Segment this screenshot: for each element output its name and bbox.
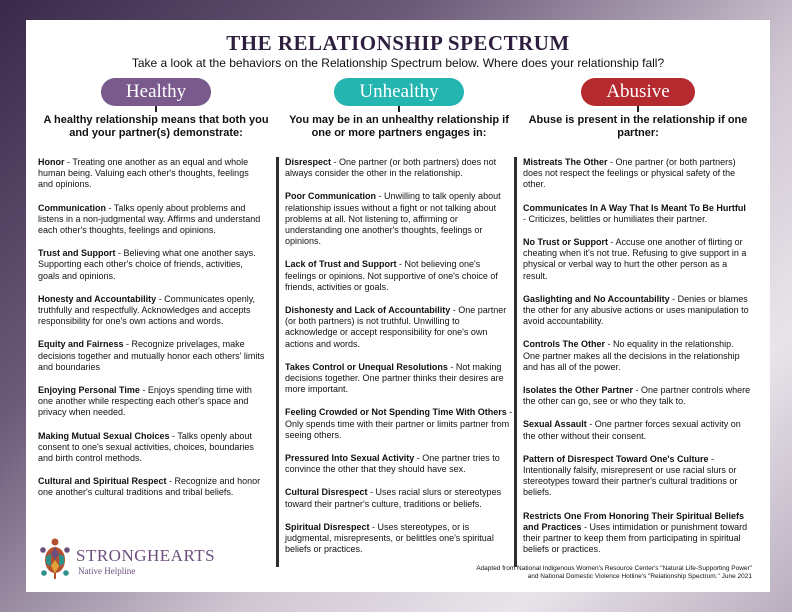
spectrum-card [26,20,770,592]
abusive-item [523,157,751,191]
healthy-item [38,294,266,328]
healthy-item-desc: - Talks openly about consent to one's sexual activities, choices, boundaries and birth control methods. [38,430,254,464]
abusive-item-term: Controls The Other [523,339,606,350]
healthy-item-desc: - Enjoys spending time with one another while respecting each other's space and privacy when needed. [38,385,252,418]
abusive-item-desc: - Uses intimidation or punishment toward their partner to keep them from participating in spiritual beliefs or practices. [523,521,748,555]
abusive-item-term: Pattern of Disrespect Toward One's Culture [523,453,709,464]
healthy-item-term: Honesty and Accountability [38,293,157,304]
abusive-item-desc: - Accuse one another of flirting or cheating when it's not true. Refusing to give support in a physical or verbal way to hurt the other person as a result. [523,237,747,281]
abusive-item-term: No Trust or Support [523,237,608,248]
healthy-item-term: Honor [38,157,65,167]
abusive-item-term: Communicates In A Way That Is Meant To Be Hurtful [523,202,746,213]
unhealthy-item [285,362,513,396]
healthy-pointer [155,106,157,112]
unhealthy-item-desc: - One partner (or both partners) is not truthful. Unwilling to acknowledge or accept responsibility for one's own actions and words. [285,305,507,349]
healthy-item [38,476,266,498]
unhealthy-item [285,259,513,293]
healthy-item [38,385,266,419]
stronghearts-logo [38,538,218,582]
healthy-item [38,157,266,191]
unhealthy-item-desc: - One partner (or both partners) does not always consider the other in the relationship. [285,157,497,179]
unhealthy-pill: Unhealthy [334,78,463,106]
healthy-item [38,431,266,465]
healthy-item-term: Enjoying Personal Time [38,385,140,396]
abusive-intro: Abuse is present in the relationship if one partner: [528,114,748,139]
unhealthy-item [285,453,513,475]
healthy-item-desc: - Believing what one another says. Supporting each other's choice of friends, activities, goals and opinions. [38,248,256,281]
abusive-item-desc: - No equality in the relationship. One partner makes all the decisions in the relationship and has all of the power. [523,339,740,372]
page-title: THE RELATIONSHIP SPECTRUM [226,31,570,55]
abusive-item [523,339,751,373]
healthy-list [38,157,266,511]
healthy-item [38,203,266,237]
abusive-item [523,511,751,556]
unhealthy-item-desc: - Uses racial slurs or stereotypes toward their partner's culture, traditions or beliefs. [285,487,502,509]
healthy-item-desc: - Recognize privelages, make decisions together and mutually honor each others' limits and boundaries [38,339,265,372]
abusive-item-desc: - Intentionally falsify, misrepresent or use racial slurs or stereotypes toward their partner's cultural traditions or beliefs. [523,453,738,498]
abusive-item [523,237,751,282]
unhealthy-item-term: Dishonesty and Lack of Accountability [285,305,451,316]
unhealthy-header [281,78,517,140]
unhealthy-item-term: Feeling Crowded or Not Spending Time With Others [285,407,507,418]
abusive-item-term: Isolates the Other Partner [523,385,634,396]
unhealthy-item [285,487,513,509]
abusive-header [520,78,756,140]
credit-line-1: Adapted from National Indigenous Women's Resource Center's "Natural Life-Supporting Power" [476,565,752,572]
healthy-item-term: Equity and Fairness [38,339,124,350]
abusive-item-desc: - One partner (or both partners) does not respect the feelings or physical safety of the other. [523,157,736,190]
abusive-item [523,385,751,407]
unhealthy-item-desc: - Unwilling to talk openly about relationship issues without a fight or not talking about problems at all. Not listening to, affirming or understanding one another's thoughts, feelings or opinions. [285,191,501,247]
unhealthy-pointer [398,106,400,112]
healthy-item [38,248,266,282]
unhealthy-item [285,191,513,247]
unhealthy-item-desc: - Uses stereotypes, or is judgmental, misrepresents, or belittles one's spiritual beliefs or practices. [285,521,494,555]
healthy-item-desc: - Talks openly about problems and listens in a non-judgmental way. Affirms and understand each other's thoughts, feelings and opinions. [38,202,261,236]
abusive-pill: Abusive [581,78,694,106]
abusive-pointer [637,106,639,112]
abusive-item [523,454,751,499]
credit-note [392,565,752,581]
healthy-item-desc: - Treating one another as an equal and whole human being. Valuing each other's thoughts, feelings and opinions. [38,157,249,190]
healthy-item-term: Making Mutual Sexual Choices [38,430,170,441]
healthy-header [38,78,274,140]
abusive-item [523,294,751,328]
abusive-item [523,203,751,225]
healthy-item-term: Cultural and Spiritual Respect [38,476,167,487]
unhealthy-item [285,305,513,350]
abusive-item-term: Sexual Assault [523,419,587,430]
unhealthy-item-term: Cultural Disrespect [285,487,368,498]
abusive-item-term: Mistreats The Other [523,157,608,167]
unhealthy-item-term: Takes Control or Unequal Resolutions [285,361,448,372]
healthy-item-desc: - Recognize and honor one another's cultural traditions and tribal beliefs. [38,476,261,498]
logo-subtitle: Native Helpline [78,566,136,576]
turtle-logo-icon [38,538,72,580]
abusive-item-desc: - Denies or blames the other for any abusive actions or uses manipulation to avoid accountability. [523,293,749,327]
unhealthy-item-desc: - Not making decisions together. One partner thinks their desires are more important. [285,361,504,395]
unhealthy-item [285,157,513,179]
abusive-item [523,419,751,441]
abusive-item-desc: - Criticizes, belittles or humiliates their partner. [523,213,708,224]
abusive-item-term: Restricts One From Honoring Their Spiritual Beliefs and Practices [523,510,745,532]
unhealthy-item [285,522,513,556]
healthy-item [38,339,266,373]
healthy-item-term: Trust and Support [38,248,116,259]
unhealthy-item-term: Disrespect [285,157,332,167]
unhealthy-item-desc: - Only spends time with their partner or limits partner from seeing others. [285,407,513,440]
unhealthy-item-term: Spiritual Disrespect [285,521,370,532]
unhealthy-intro: You may be in an unhealthy relationship if one or more partners engages in: [289,114,509,139]
healthy-item-term: Communication [38,202,107,213]
abusive-item-desc: - One partner controls where the other can go, see or who they talk to. [523,385,751,407]
credit-line-2: and National Domestic Violence Hotline's "Relationship Spectrum." June 2021 [527,573,752,580]
healthy-item-desc: - Communicates openly, truthfully and respectfully. Acknowledges and accepts responsibility for one's own actions and words. [38,293,256,327]
unhealthy-list [276,157,513,567]
healthy-intro: A healthy relationship means that both you and your partner(s) demonstrate: [43,114,269,139]
abusive-list [514,157,751,567]
unhealthy-item-desc: - One partner tries to convince the other that they should have sex. [285,453,500,475]
page-subtitle: Take a look at the behaviors on the Relationship Spectrum below. Where does your relationship fall? [131,56,665,70]
unhealthy-item-term: Lack of Trust and Support [285,259,397,270]
healthy-pill: Healthy [101,78,211,106]
unhealthy-item [285,407,513,441]
logo-name: STRONGHEARTS [76,546,216,565]
unhealthy-item-term: Pressured Into Sexual Activity [285,453,415,464]
unhealthy-item-desc: - Not believing one's feelings or opinions. Not supportive of one's choice of friends, activities or goals. [285,259,498,292]
abusive-item-term: Gaslighting and No Accountability [523,293,670,304]
unhealthy-item-term: Poor Communication [285,191,377,202]
abusive-item-desc: - One partner forces sexual activity on the other without their consent. [523,419,741,441]
